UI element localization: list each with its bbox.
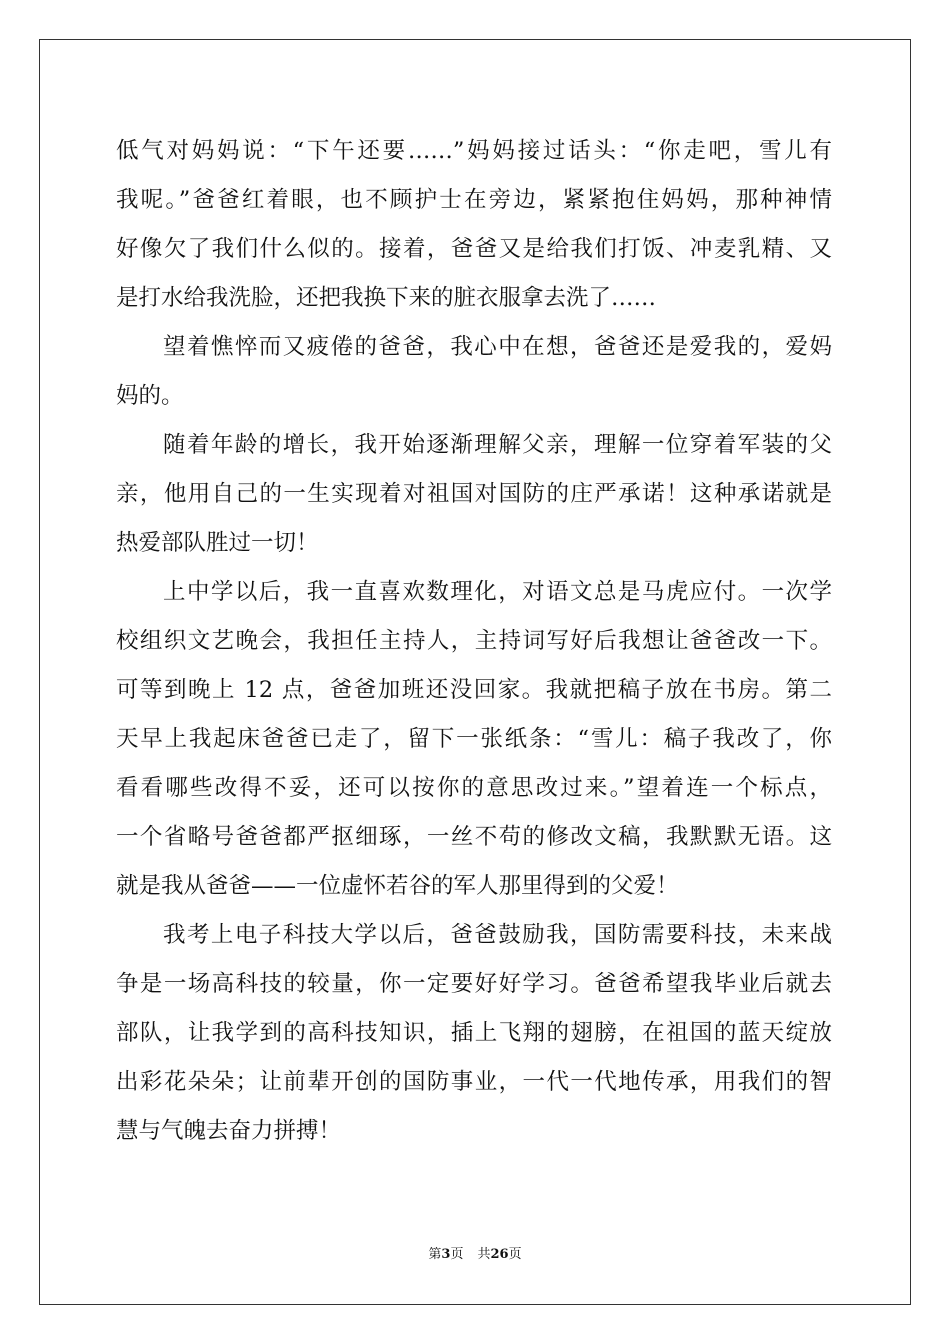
document-body: [116, 127, 832, 1156]
paragraph: [116, 911, 832, 1156]
text-line: 我考上电子科技大学以后，爸爸鼓励我，国防需要科技，未来战: [163, 922, 832, 948]
text-line: 可等到晚上 12 点，爸爸加班还没回家。我就把稿子放在书房。第二: [116, 677, 832, 703]
page-label-suffix: 页: [450, 1247, 464, 1262]
text-line: 我呢。”爸爸红着眼，也不顾护士在旁边，紧紧抱住妈妈，那种神情: [116, 187, 832, 213]
text-line: 热爱部队胜过一切！: [116, 530, 319, 556]
total-label-prefix: 共: [477, 1247, 491, 1262]
current-page-number: 3: [441, 1247, 451, 1262]
text-line: 好像欠了我们什么似的。接着，爸爸又是给我们打饭、冲麦乳精、又: [116, 236, 832, 262]
text-line: 一个省略号爸爸都严抠细琢，一丝不苟的修改文稿，我默默无语。这: [116, 824, 832, 850]
text-line: 出彩花朵朵；让前辈开创的国防事业，一代一代地传承，用我们的智: [116, 1069, 832, 1095]
paragraph: [116, 127, 832, 323]
text-line: 是打水给我洗脸，还把我换下来的脏衣服拿去洗了……: [116, 285, 657, 311]
text-line: 慧与气魄去奋力拼搏！: [116, 1118, 342, 1144]
text-line: 随着年龄的增长，我开始逐渐理解父亲，理解一位穿着军装的父: [163, 432, 832, 458]
text-line: 低气对妈妈说：“下午还要……”妈妈接过话头：“你走吧，雪儿有: [116, 138, 832, 164]
text-line: 部队，让我学到的高科技知识，插上飞翔的翅膀，在祖国的蓝天绽放: [116, 1020, 832, 1046]
paragraph: [116, 568, 832, 911]
page-label-prefix: 第: [428, 1247, 442, 1262]
text-line: 妈的。: [116, 383, 184, 409]
text-line: 望着憔悴而又疲倦的爸爸，我心中在想，爸爸还是爱我的，爱妈: [163, 334, 832, 360]
text-line: 亲，他用自己的一生实现着对祖国对国防的庄严承诺！这种承诺就是: [116, 481, 832, 507]
paragraph: [116, 421, 832, 568]
text-line: 就是我从爸爸——一位虚怀若谷的军人那里得到的父爱！: [116, 873, 679, 899]
total-page-count: 26: [490, 1247, 509, 1262]
total-label-suffix: 页: [508, 1247, 522, 1262]
text-line: 天早上我起床爸爸已走了，留下一张纸条：“雪儿：稿子我改了，你: [116, 726, 832, 752]
paragraph: [116, 323, 832, 421]
text-line: 争是一场高科技的较量，你一定要好好学习。爸爸希望我毕业后就去: [116, 971, 832, 997]
text-line: 上中学以后，我一直喜欢数理化，对语文总是马虎应付。一次学: [163, 579, 832, 605]
text-line: 看看哪些改得不妥，还可以按你的意思改过来。”望着连一个标点，: [116, 775, 832, 801]
text-line: 校组织文艺晚会，我担任主持人，主持词写好后我想让爸爸改一下。: [116, 628, 832, 654]
page-footer: [0, 1243, 950, 1262]
